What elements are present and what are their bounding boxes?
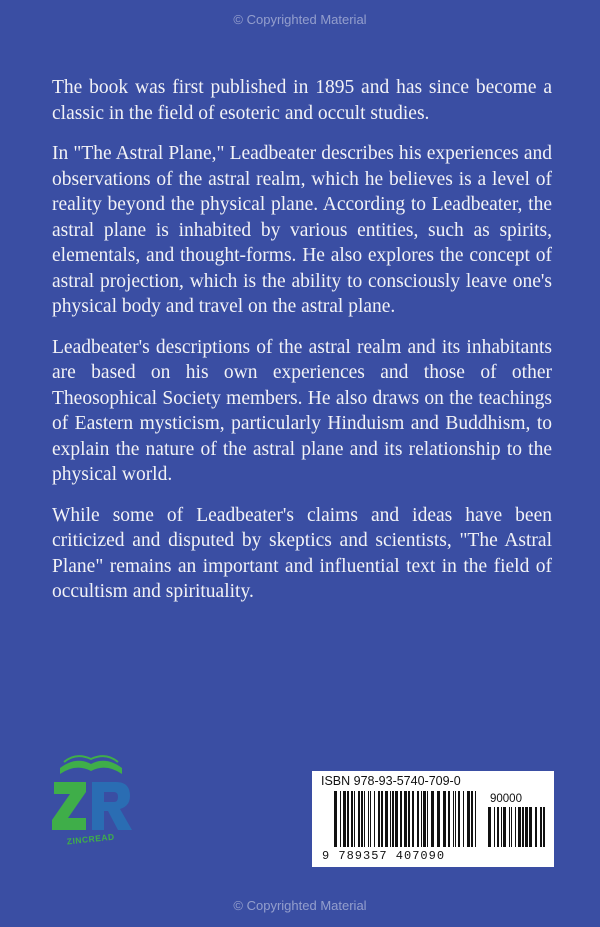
price-code: 90000 [490,793,522,805]
barcode-bar [455,791,456,847]
barcode-bar [443,791,446,847]
back-cover-blurb [52,75,552,620]
barcode-bar [488,807,491,847]
barcode-bar [503,807,506,847]
isbn-number: ISBN 978-93-5740-709-0 [321,774,461,788]
barcode-bar [374,791,375,847]
barcode-bar [431,791,434,847]
barcode-bar [475,791,476,847]
barcode-bar [453,791,454,847]
barcode-bar [494,807,495,847]
barcode-bar [501,807,502,847]
barcode-bar [351,791,353,847]
barcode-bar [385,791,388,847]
barcode-bar [448,791,450,847]
barcode-bar [535,807,537,847]
barcode-bar [395,791,398,847]
ean-digits: 9 789357 407090 [322,849,446,863]
blurb-paragraph: While some of Leadbeater's claims and ideas have been criticized and disputed by skeptics and scientists, "The Astral Plane" remains an important and influential text in the field of occultism and spirituality. [52,504,552,602]
barcode-bar [529,807,532,847]
barcode-bar [364,791,365,847]
barcode-bar [458,791,460,847]
logo-brand-text: ZINCREAD [66,831,116,847]
barcode-bar [543,807,545,847]
zincread-logo-icon [46,738,136,848]
isbn-barcode [312,771,554,867]
barcode-bar [392,791,394,847]
barcode-bar [515,807,516,847]
barcode-bar [540,807,542,847]
barcode-bar [347,791,349,847]
barcode-bar [334,791,337,847]
barcode-bar [518,807,521,847]
barcode-bar [525,807,528,847]
barcode-bar [340,791,341,847]
blurb-paragraph: In "The Astral Plane," Leadbeater describes his experiences and observations of the astral realm, which he believes is a level of reality beyond the physical plane. According to Leadbeater, the astral plane is inhabited by various entities, such as spirits, elementals, and thought-forms. He also explores the concept of astral projection, which is the ability to consciously leave one's physical body and travel on the astral plane. [52,143,552,317]
blurb-paragraph: Leadbeater's descriptions of the astral realm and its inhabitants are based on his own experiences and those of other Theosophical Society members. He also draws on the teachings of Eastern mysticism, particularly Hinduism and Buddhism, to explain the nature of the astral plane and its relationship to the physical world. [52,336,552,485]
barcode-bar [522,807,524,847]
blurb-paragraph: The book was first published in 1895 and has since become a classic in the field of esoteric and occult studies. [52,77,552,124]
barcode-bar [511,807,512,847]
barcode-bar [404,791,407,847]
barcode-bar [400,791,402,847]
barcode-bar [412,791,414,847]
barcode-bar [390,791,391,847]
barcode-bar [358,791,360,847]
barcode-bar [417,791,419,847]
barcode-bar [354,791,355,847]
barcode-bar [368,791,369,847]
barcode-bar [381,791,383,847]
publisher-logo [46,738,136,848]
barcode-bar [437,791,440,847]
barcode-bar [378,791,380,847]
barcode-bar [509,807,510,847]
barcode-bar [463,791,464,847]
barcode-bar [361,791,363,847]
barcode-bar [370,791,371,847]
copyright-watermark-bottom: © Copyrighted Material [233,898,367,913]
barcode-bar [423,791,426,847]
barcode-bar [408,791,410,847]
barcode-bar [471,791,473,847]
barcode-bar [343,791,346,847]
barcode-bar [467,791,470,847]
barcode-bar [497,807,499,847]
barcode-bar [421,791,422,847]
copyright-watermark-top: © Copyrighted Material [233,12,367,27]
barcode-bar [427,791,428,847]
